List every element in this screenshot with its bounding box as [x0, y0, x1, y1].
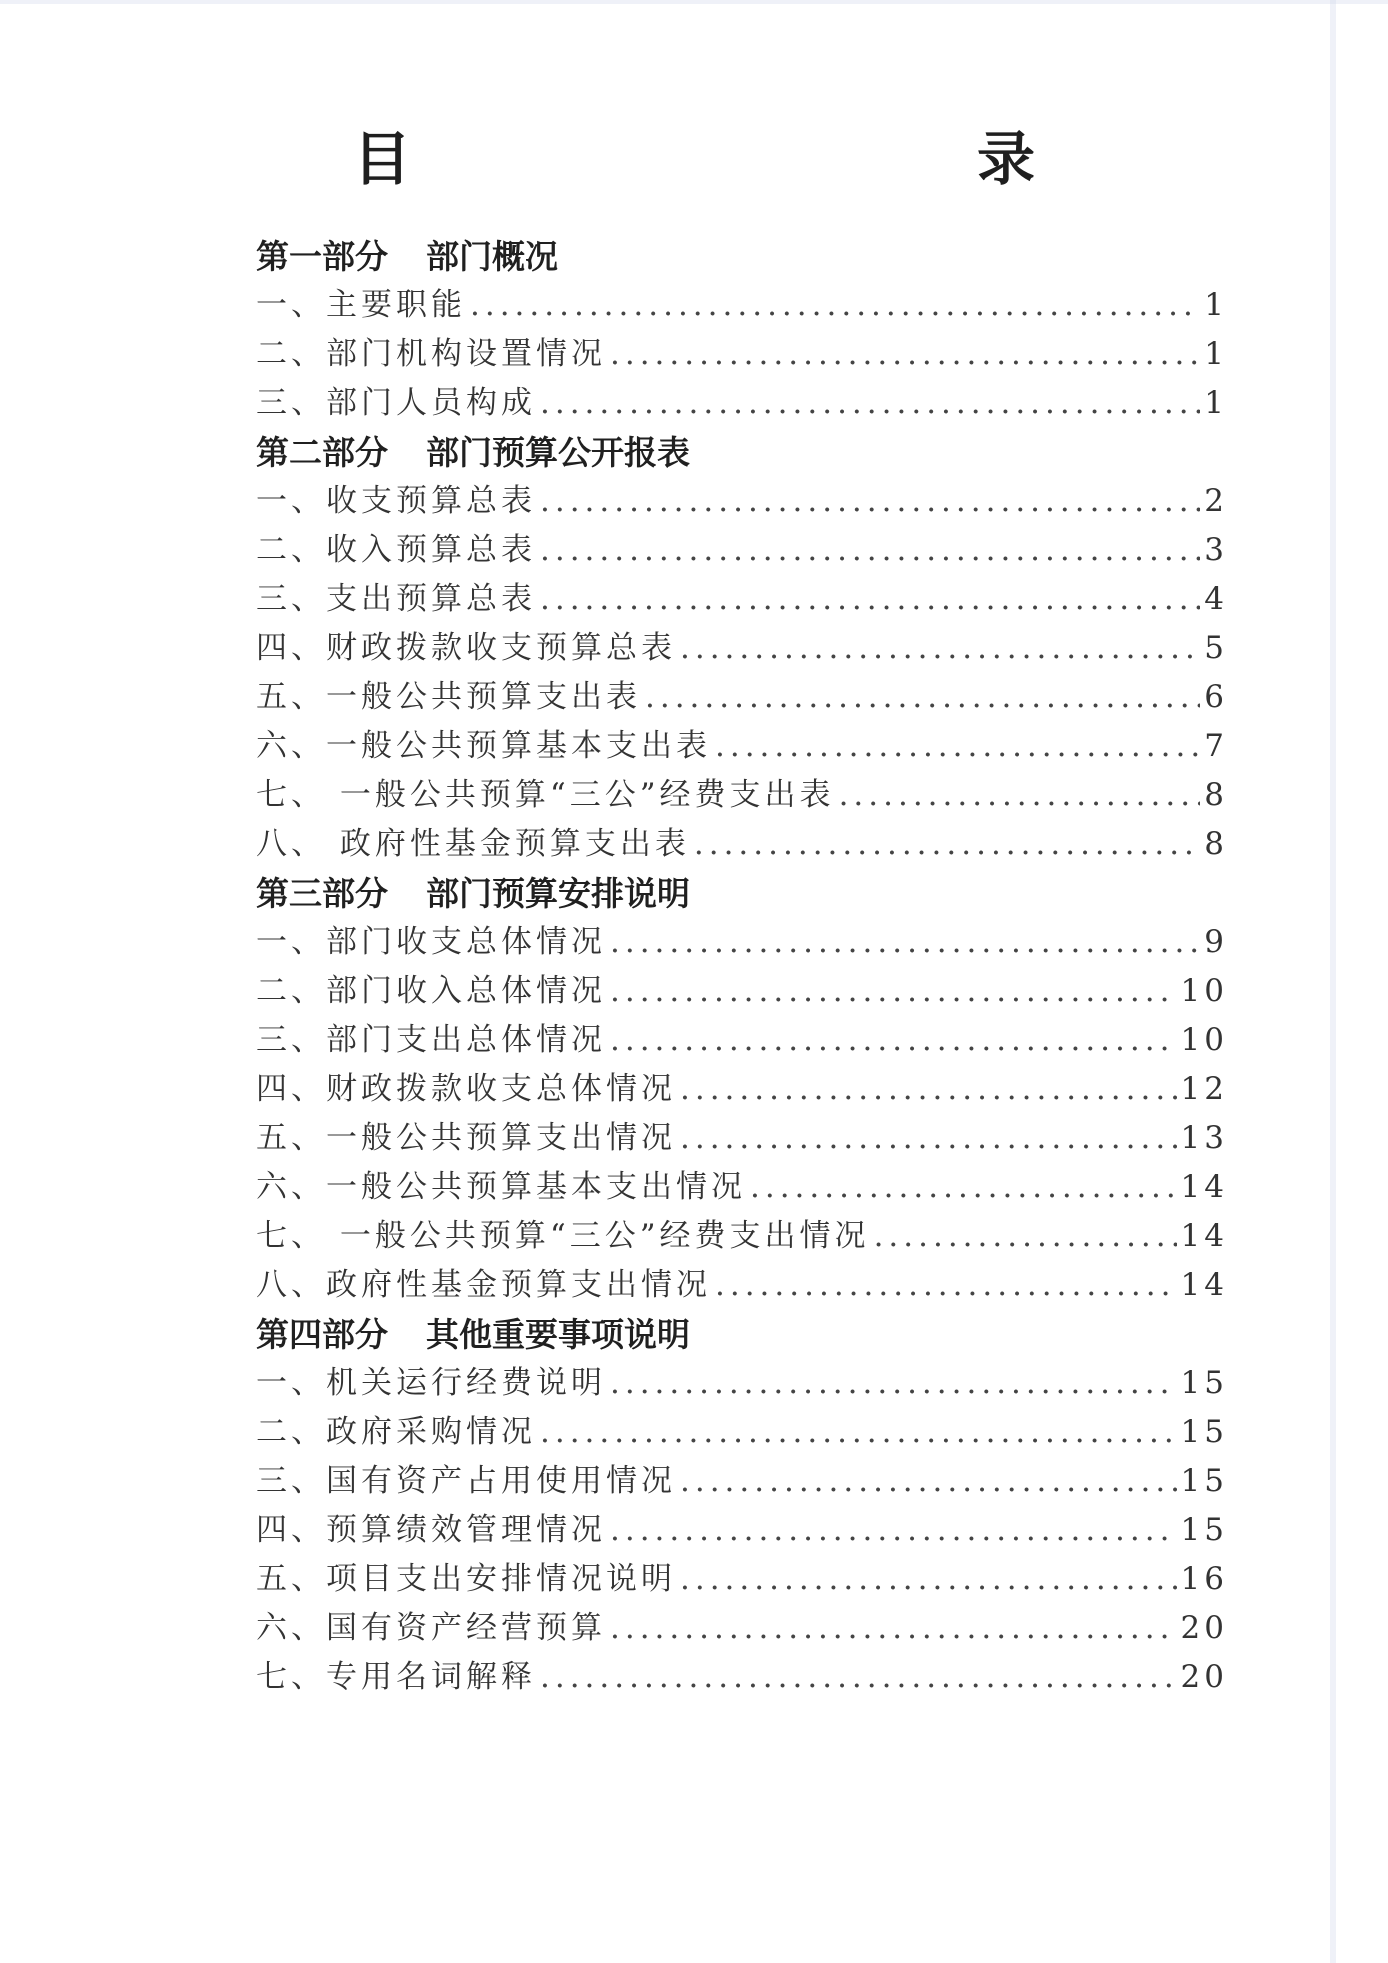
dot-leader: [540, 379, 1200, 428]
toc-entry-label: 八、 政府性基金预算支出表: [256, 826, 690, 862]
toc-entry-label: 二、收入预算总表: [256, 532, 536, 568]
toc-entry-page-number: 2: [1204, 483, 1228, 519]
toc-entry-label: 三、部门支出总体情况: [256, 1022, 606, 1058]
toc-entry-label: 一、收支预算总表: [256, 483, 536, 519]
toc-entry-page-number: 15: [1180, 1414, 1228, 1450]
toc-entry[interactable]: [256, 1114, 1228, 1163]
toc-entry-label: 一、部门收支总体情况: [256, 924, 606, 960]
toc-entry-label: 七、 一般公共预算“三公”经费支出表: [256, 777, 835, 813]
toc-entry-page-number: 5: [1204, 630, 1228, 666]
dot-leader: [715, 1261, 1177, 1310]
toc-entry-page-number: 15: [1180, 1512, 1228, 1548]
toc-entry-label: 八、政府性基金预算支出情况: [256, 1267, 711, 1303]
part-number: 第一部分: [256, 237, 388, 276]
toc-entry[interactable]: [256, 1212, 1228, 1261]
toc-entry[interactable]: [256, 771, 1228, 820]
toc-entry-page-number: 10: [1180, 1022, 1228, 1058]
toc-entry[interactable]: [256, 918, 1228, 967]
toc-entry-label: 三、支出预算总表: [256, 581, 536, 617]
table-of-contents: [256, 232, 1228, 1702]
toc-entry-page-number: 1: [1204, 385, 1228, 421]
toc-entry-page-number: 8: [1204, 826, 1228, 862]
toc-entry[interactable]: [256, 1457, 1228, 1506]
dot-leader: [680, 1457, 1177, 1506]
scan-edge-right: [1330, 0, 1336, 1963]
toc-entry[interactable]: [256, 1408, 1228, 1457]
toc-entry-page-number: 12: [1180, 1071, 1228, 1107]
dot-leader: [680, 624, 1200, 673]
dot-leader: [610, 1506, 1177, 1555]
toc-entry-page-number: 20: [1180, 1610, 1228, 1646]
toc-entry-label: 四、财政拨款收支预算总表: [256, 630, 676, 666]
toc-entry[interactable]: [256, 1506, 1228, 1555]
dot-leader: [540, 575, 1200, 624]
dot-leader: [694, 820, 1200, 869]
toc-entry[interactable]: [256, 673, 1228, 722]
dot-leader: [874, 1212, 1177, 1261]
dot-leader: [750, 1163, 1177, 1212]
toc-entry[interactable]: [256, 1359, 1228, 1408]
toc-entry-page-number: 20: [1180, 1659, 1228, 1695]
dot-leader: [839, 771, 1201, 820]
toc-entry-page-number: 7: [1204, 728, 1228, 764]
part-name: 部门预算安排说明: [426, 874, 690, 913]
toc-entry[interactable]: [256, 1065, 1228, 1114]
toc-entry[interactable]: [256, 1604, 1228, 1653]
dot-leader: [680, 1114, 1177, 1163]
toc-entry-page-number: 15: [1180, 1463, 1228, 1499]
scan-edge-top: [0, 0, 1388, 4]
dot-leader: [645, 673, 1200, 722]
toc-entry-label: 七、 一般公共预算“三公”经费支出情况: [256, 1218, 870, 1254]
toc-entry-label: 四、预算绩效管理情况: [256, 1512, 606, 1548]
toc-entry-label: 五、项目支出安排情况说明: [256, 1561, 676, 1597]
toc-entry-page-number: 1: [1204, 336, 1228, 372]
dot-leader: [540, 477, 1200, 526]
toc-entry[interactable]: [256, 722, 1228, 771]
toc-entry-page-number: 1: [1204, 287, 1228, 323]
toc-entry-page-number: 16: [1180, 1561, 1228, 1597]
dot-leader: [610, 1604, 1177, 1653]
toc-entry-page-number: 14: [1180, 1218, 1228, 1254]
dot-leader: [610, 1359, 1177, 1408]
toc-entry[interactable]: [256, 526, 1228, 575]
toc-entry-label: 三、部门人员构成: [256, 385, 536, 421]
toc-entry-page-number: 10: [1180, 973, 1228, 1009]
toc-entry[interactable]: [256, 330, 1228, 379]
toc-entry-label: 五、一般公共预算支出表: [256, 679, 641, 715]
dot-leader: [470, 281, 1200, 330]
part-name: 其他重要事项说明: [426, 1315, 690, 1354]
toc-entry[interactable]: [256, 1016, 1228, 1065]
toc-entry-label: 二、部门收入总体情况: [256, 973, 606, 1009]
dot-leader: [540, 1408, 1177, 1457]
dot-leader: [680, 1065, 1177, 1114]
toc-entry[interactable]: [256, 477, 1228, 526]
toc-entry-label: 六、一般公共预算基本支出情况: [256, 1169, 746, 1205]
part-name: 部门预算公开报表: [426, 433, 690, 472]
toc-entry-label: 五、一般公共预算支出情况: [256, 1120, 676, 1156]
toc-part-heading[interactable]: [256, 1310, 1228, 1359]
toc-entry-page-number: 4: [1204, 581, 1228, 617]
dot-leader: [715, 722, 1200, 771]
toc-entry[interactable]: [256, 1261, 1228, 1310]
dot-leader: [540, 526, 1200, 575]
dot-leader: [610, 967, 1177, 1016]
toc-entry-page-number: 14: [1180, 1267, 1228, 1303]
part-number: 第四部分: [256, 1315, 388, 1354]
toc-entry-label: 四、财政拨款收支总体情况: [256, 1071, 676, 1107]
toc-entry-page-number: 8: [1204, 777, 1228, 813]
dot-leader: [680, 1555, 1177, 1604]
toc-entry-page-number: 9: [1204, 924, 1228, 960]
toc-entry-page-number: 3: [1204, 532, 1228, 568]
toc-part-heading[interactable]: [256, 869, 1228, 918]
toc-part-heading[interactable]: [256, 428, 1228, 477]
part-name: 部门概况: [426, 237, 558, 276]
toc-entry-page-number: 13: [1180, 1120, 1228, 1156]
toc-entry[interactable]: [256, 1555, 1228, 1604]
part-number: 第二部分: [256, 433, 388, 472]
dot-leader: [610, 1016, 1177, 1065]
toc-entry-label: 一、主要职能: [256, 287, 466, 323]
toc-entry[interactable]: [256, 281, 1228, 330]
toc-part-heading[interactable]: [256, 232, 1228, 281]
toc-entry-page-number: 14: [1180, 1169, 1228, 1205]
toc-entry[interactable]: [256, 967, 1228, 1016]
toc-entry[interactable]: [256, 624, 1228, 673]
toc-entry-page-number: 6: [1204, 679, 1228, 715]
toc-entry[interactable]: [256, 820, 1228, 869]
toc-entry[interactable]: [256, 1653, 1228, 1702]
toc-entry-label: 七、专用名词解释: [256, 1659, 536, 1695]
toc-entry-label: 二、部门机构设置情况: [256, 336, 606, 372]
dot-leader: [610, 330, 1200, 379]
toc-entry-label: 六、国有资产经营预算: [256, 1610, 606, 1646]
toc-entry[interactable]: [256, 1163, 1228, 1212]
toc-entry-page-number: 15: [1180, 1365, 1228, 1401]
toc-entry-label: 六、一般公共预算基本支出表: [256, 728, 711, 764]
part-number: 第三部分: [256, 874, 388, 913]
dot-leader: [610, 918, 1200, 967]
page-title: 目 录: [352, 125, 1185, 193]
toc-entry[interactable]: [256, 379, 1228, 428]
dot-leader: [540, 1653, 1177, 1702]
toc-entry-label: 二、政府采购情况: [256, 1414, 536, 1450]
toc-entry-label: 三、国有资产占用使用情况: [256, 1463, 676, 1499]
toc-entry-label: 一、机关运行经费说明: [256, 1365, 606, 1401]
toc-entry[interactable]: [256, 575, 1228, 624]
